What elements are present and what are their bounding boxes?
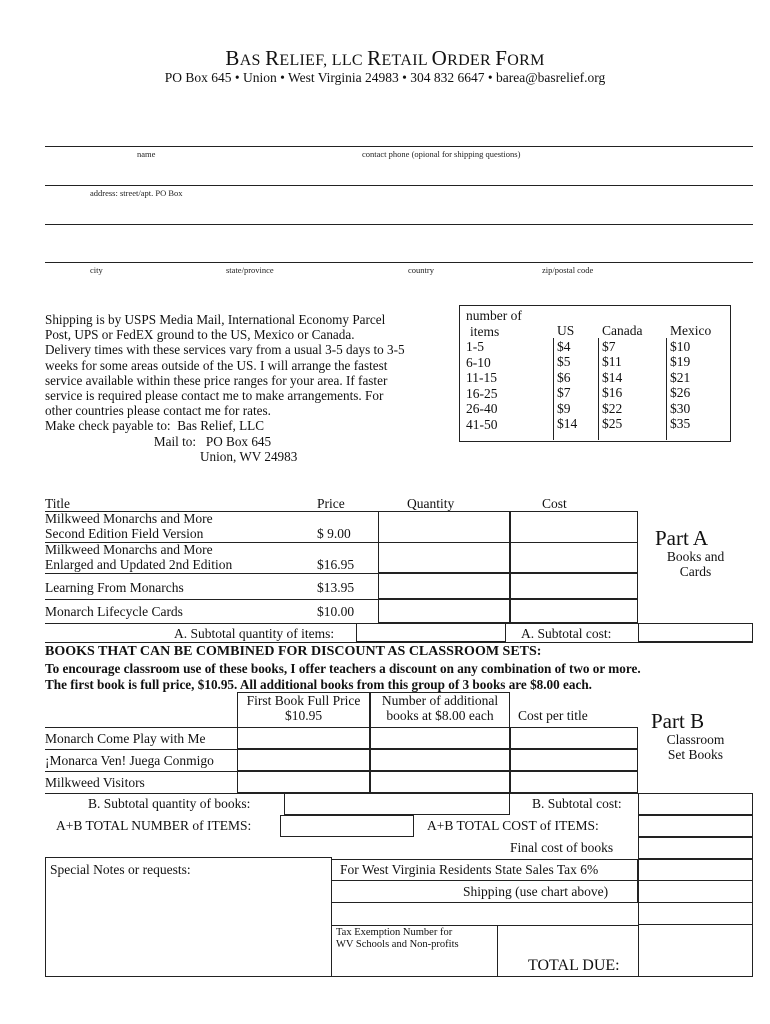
book-price-1: $ 9.00	[317, 526, 351, 541]
part-a-label: Part A	[655, 526, 709, 550]
title-fragment: ETAIL	[381, 52, 432, 69]
tax-exemption-label	[336, 927, 459, 951]
classroom-line-2: The first book is full price, $10.95. All additional books from this group of 3 books are $8.00 each.	[45, 677, 592, 692]
part-b-label: Part B	[651, 709, 705, 733]
rate-mexico-column	[670, 323, 711, 432]
classroom-line-1: To encourage classroom use of these books, I offer teachers a discount on any combination of two or more.	[45, 661, 641, 676]
total-items-label: A+B TOTAL NUMBER of ITEMS:	[56, 818, 252, 833]
first-book-header-line: First Book Full Price	[246, 693, 361, 708]
shipping-info	[45, 312, 460, 464]
part-a-rule	[45, 599, 638, 600]
rate-items-value: 1-5	[466, 339, 484, 354]
shipping-info-line: Shipping is by USPS Media Mail, International Economy Parcel	[45, 312, 386, 327]
tax-input[interactable]	[638, 859, 753, 881]
rate-us-value: $6	[557, 369, 571, 385]
book-title-line: Enlarged and Updated 2nd Edition	[45, 557, 233, 572]
rate-us-value: $4	[557, 338, 571, 354]
shipping-info-line: service is required please contact me to make arrangements. For	[45, 388, 384, 404]
rate-canada-value: $25	[602, 416, 623, 431]
classroom-book-3: Milkweed Visitors	[45, 775, 145, 790]
rate-us-column	[557, 323, 577, 432]
rate-us-header: US	[557, 323, 575, 338]
payable-to: Bas Relief, LLC	[177, 418, 264, 434]
shipping-rate-table	[459, 305, 731, 442]
shipping-info-line: Delivery times with these services vary from a usual 3-5 days to 3-5	[45, 342, 405, 358]
book-title-4: Monarch Lifecycle Cards	[45, 604, 183, 619]
rate-mexico-value: $19	[670, 354, 691, 369]
first-book-header-line: $10.95	[284, 708, 323, 723]
subtotal-a-qty-label: A. Subtotal quantity of items:	[174, 626, 335, 641]
city-field-line[interactable]	[45, 262, 753, 263]
part-b-rule	[45, 771, 638, 772]
subtotal-b-cost-label: B. Subtotal cost:	[532, 796, 622, 811]
tax-label: For West Virginia Residents State Sales Tax 6%	[340, 862, 599, 877]
country-field-label: country	[408, 265, 434, 275]
col-price-header: Price	[317, 496, 345, 511]
rate-us-value: $14	[557, 416, 578, 431]
book-title-1	[45, 511, 213, 541]
cost-per-title-header: Cost per title	[518, 708, 588, 723]
rate-canada-value: $22	[602, 400, 623, 416]
name-field-label: name	[137, 149, 156, 159]
total-items-input[interactable]	[280, 815, 414, 837]
rate-us-value: $7	[557, 385, 571, 400]
part-b-rule	[45, 749, 638, 750]
col-cost-header: Cost	[542, 496, 567, 511]
shipping-input[interactable]	[638, 881, 753, 903]
classroom-heading: BOOKS THAT CAN BE COMBINED FOR DISCOUNT AS CLASSROOM SETS:	[45, 644, 542, 659]
book-title-line: Milkweed Monarchs and More	[45, 542, 213, 557]
rate-mexico-header: Mexico	[670, 323, 712, 338]
subtotal-b-qty-input[interactable]	[284, 793, 510, 815]
totals-rule	[498, 976, 753, 977]
additional-input-2[interactable]	[370, 749, 510, 771]
first-book-input-1[interactable]	[237, 727, 370, 749]
rate-mexico-value: $10	[670, 338, 691, 354]
title-fragment: ORM	[507, 52, 545, 69]
tax-exemption-line: WV Schools and Non-profits	[336, 939, 459, 950]
book-price-2: $16.95	[317, 557, 355, 572]
total-due-label: TOTAL DUE:	[528, 957, 620, 974]
title-fragment: R	[265, 46, 280, 70]
special-notes-label: Special Notes or requests:	[50, 862, 191, 877]
additional-input-3[interactable]	[370, 771, 510, 793]
part-b-sublabel-line: Set Books	[667, 747, 724, 762]
shipping-info-line: other countries please contact me for rates.	[45, 403, 271, 419]
book-title-3: Learning From Monarchs	[45, 580, 184, 595]
cost-input-3[interactable]	[510, 573, 638, 599]
first-book-input-3[interactable]	[237, 771, 370, 793]
part-b-sublabel-line: Classroom	[666, 732, 725, 747]
zip-field-label: zip/postal code	[542, 265, 594, 275]
book-title-2	[45, 542, 232, 572]
final-cost-label: Final cost of books	[510, 840, 614, 855]
payable-line	[45, 418, 460, 433]
rate-items-value: 41-50	[466, 416, 498, 432]
address-line-2[interactable]	[45, 224, 753, 225]
additional-books-header	[370, 693, 510, 723]
form-title	[0, 46, 770, 71]
final-cost-input[interactable]	[638, 837, 753, 859]
rate-canada-value: $14	[602, 369, 623, 385]
mail-address-1: PO Box 645	[205, 433, 272, 449]
part-a-rule	[45, 573, 638, 574]
first-book-input-2[interactable]	[237, 749, 370, 771]
classroom-book-1: Monarch Come Play with Me	[45, 731, 206, 746]
rate-canada-column	[602, 323, 642, 432]
shipping-info-line: service available within these price ranges for your area. If faster	[45, 372, 388, 388]
payable-label: Make check payable to:	[45, 418, 171, 434]
cost-per-title-input-1[interactable]	[510, 727, 638, 749]
address-field-line[interactable]	[45, 185, 753, 186]
rate-canada-value: $7	[602, 338, 616, 354]
mail-address-2: Union, WV 24983	[200, 448, 298, 464]
quantity-input-3[interactable]	[378, 573, 510, 599]
part-b-sublabel	[638, 732, 753, 762]
rate-canada-value: $11	[602, 354, 622, 369]
subtotal-a-qty-input[interactable]	[356, 623, 506, 642]
name-field-line[interactable]	[45, 146, 753, 147]
rate-items-column	[466, 308, 522, 432]
rate-divider	[598, 338, 599, 440]
cost-per-title-input-2[interactable]	[510, 749, 638, 771]
rate-items-value: 26-40	[466, 401, 498, 416]
title-fragment: F	[495, 46, 508, 70]
title-fragment: R	[367, 46, 382, 70]
mail-line	[45, 434, 460, 449]
phone-field-label: contact phone (opional for shipping questions)	[362, 149, 521, 159]
title-fragment: RDER	[447, 52, 496, 69]
address-field-label: address: street/apt. PO Box	[90, 188, 183, 198]
classroom-book-2: ¡Monarca Ven! Juega Conmigo	[45, 753, 214, 768]
rate-us-value: $5	[557, 354, 571, 369]
city-field-label: city	[90, 265, 103, 275]
rate-items-header: items	[470, 323, 500, 339]
rate-items-value: 16-25	[466, 385, 498, 401]
total-cost-input[interactable]	[638, 815, 753, 837]
rate-divider	[553, 338, 554, 440]
book-price-3: $13.95	[317, 580, 355, 595]
cost-input-4[interactable]	[510, 599, 638, 623]
rate-canada-header: Canada	[602, 323, 643, 338]
book-price-4: $10.00	[317, 604, 355, 619]
extra-input[interactable]	[638, 903, 753, 925]
title-fragment: B	[225, 46, 240, 70]
tax-exemption-line: Tax Exemption Number for	[336, 927, 453, 938]
additional-input-1[interactable]	[370, 727, 510, 749]
total-due-input[interactable]	[638, 925, 753, 977]
subtotal-a-cost-input[interactable]	[638, 623, 753, 642]
subtotal-b-qty-label: B. Subtotal quantity of books:	[88, 796, 251, 811]
quantity-input-4[interactable]	[378, 599, 510, 623]
title-fragment: O	[431, 46, 448, 70]
col-quantity-header: Quantity	[407, 496, 455, 511]
part-a-sublabel	[638, 549, 753, 579]
rate-canada-value: $16	[602, 385, 623, 400]
rate-us-value: $9	[557, 400, 571, 416]
cost-per-title-input-3[interactable]	[510, 771, 638, 793]
rate-items-value: 11-15	[466, 370, 497, 385]
book-title-line: Second Edition Field Version	[45, 526, 204, 541]
subtotal-a-cost-label: A. Subtotal cost:	[521, 626, 612, 641]
part-a-rule	[45, 642, 753, 643]
additional-books-header-line: books at $8.00 each	[386, 708, 494, 723]
company-address: PO Box 645 • Union • West Virginia 24983 • 304 832 6647 • barea@basrelief.org	[164, 70, 606, 85]
rate-divider	[666, 338, 667, 440]
title-fragment: AS	[239, 52, 266, 69]
col-title-header: Title	[45, 496, 71, 511]
total-cost-label: A+B TOTAL COST of ITEMS:	[427, 818, 599, 833]
rate-items-header: number of	[466, 308, 522, 323]
book-title-line: Milkweed Monarchs and More	[45, 511, 213, 526]
subtotal-b-cost-input[interactable]	[638, 793, 753, 815]
shipping-info-line: Post, UPS or FedEX ground to the US, Mexico or Canada.	[45, 327, 355, 343]
rate-mexico-value: $35	[670, 416, 691, 431]
rate-mexico-value: $21	[670, 369, 691, 385]
title-fragment: ELIEF, LLC	[279, 52, 368, 69]
rate-mexico-value: $30	[670, 400, 691, 416]
part-a-sublabel-line: Books and	[666, 549, 725, 564]
state-field-label: state/province	[226, 265, 274, 275]
part-a-sublabel-line: Cards	[679, 564, 712, 579]
shipping-info-line: weeks for some areas outside of the US. I will arrange the fastest	[45, 357, 388, 373]
mail-label: Mail to:	[153, 433, 196, 449]
rate-items-value: 6-10	[466, 354, 491, 370]
part-a-rule	[45, 623, 638, 624]
additional-books-header-line: Number of additional	[381, 693, 499, 708]
first-book-header	[237, 693, 370, 723]
rate-mexico-value: $26	[670, 385, 691, 400]
shipping-label: Shipping (use chart above)	[463, 884, 609, 899]
